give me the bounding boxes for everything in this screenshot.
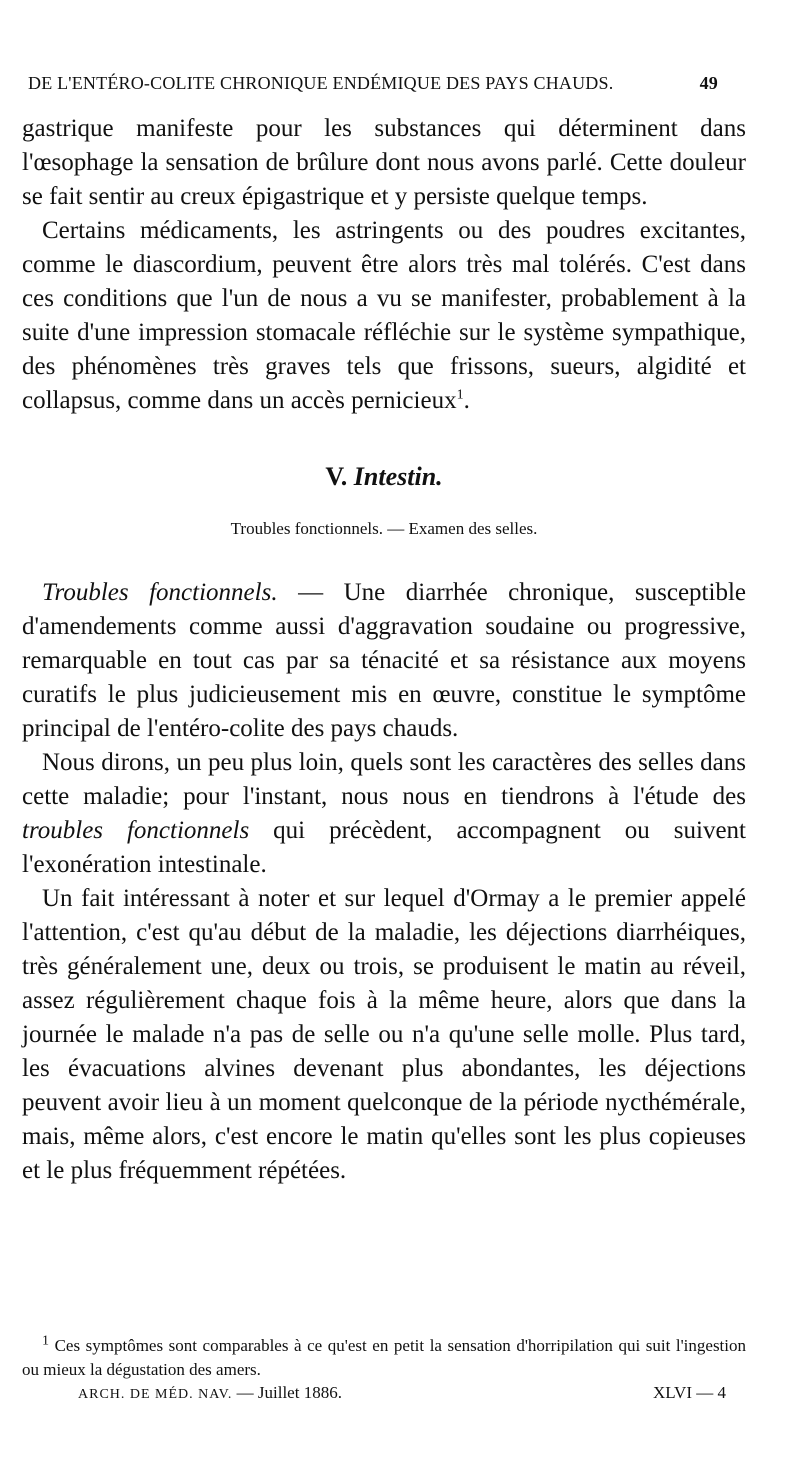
footnote-body: Ces symptômes sont comparables à ce qu'est en petit la sensation d'horripilation qui suit l'ingestion ou mieux la dégustation des amers. (22, 1336, 747, 1379)
page-number: 49 (699, 73, 718, 93)
running-title: DE L'ENTÉRO-COLITE CHRONIQUE ENDÉMIQUE DES PAYS CHAUDS. (28, 73, 614, 93)
paragraph-5: Un fait intéressant à noter et sur lequel d'Ormay a le premier appelé l'attention, c'est qu'au début de la maladie, les déjections diarrhéiques, très généralement une, deux ou trois, se produisent le matin au réveil, assez régulièrement chaque fois à la même heure, alors que dans la journée le malade n'a pas de selle ou n'a qu'une selle molle. Plus tard, les évacuations alvines devenant plus abondantes, les déjections peuvent avoir lieu à un moment quelconque de la période nycthémérale, mais, même alors, c'est encore le matin qu'elles sont les plus copieuses et le plus fréquemment répétées. (22, 885, 746, 1184)
section-heading (22, 460, 746, 494)
running-header (28, 73, 718, 97)
footnote-marker: 1 (42, 1333, 49, 1349)
paragraph-4 (22, 746, 746, 882)
paragraph-1: gastrique manifeste pour les substances qui déterminent dans l'œsophage la sensation de brûlure dont nous avons parlé. Cette douleur se fait sentir au creux épigastrique et y persiste quelque temps. (22, 115, 746, 210)
page-footer (78, 1381, 726, 1407)
footnote-reference[interactable]: 1 (456, 387, 464, 403)
journal-imprint (78, 1381, 342, 1407)
paragraph-4-emphasis: troubles fonctionnels (22, 817, 250, 844)
footnote (22, 1334, 746, 1382)
paragraph-3 (22, 576, 746, 746)
footnote-text (22, 1334, 746, 1382)
issue-date: Juillet 1886. (257, 1383, 342, 1402)
paragraph-2-end: . (463, 387, 470, 414)
footer-separator: — (236, 1383, 254, 1402)
section-number: V. (325, 462, 348, 491)
paragraph-2 (22, 214, 746, 418)
printer-signature: XLVI — 4 (652, 1383, 726, 1402)
paragraph-3-lead: Troubles fonctionnels. (42, 579, 278, 606)
section-title: Intestin. (353, 462, 443, 491)
paragraph-3-text: — Une diarrhée chronique, susceptible d'amendements comme aussi d'aggravation soudaine ou progressive, remarquable en tout cas par sa ténacité et sa résistance aux moyens curatifs le plus judicieusement mis en œuvre, constitue le symptôme principal de l'entéro-colite des pays chauds. (22, 579, 746, 742)
journal-name: ARCH. DE MÉD. NAV. (78, 1387, 233, 1402)
paragraph-4-text-a: Nous dirons, un peu plus loin, quels sont les caractères des selles dans cette maladie; pour l'instant, nous nous en tiendrons à l'étude des (22, 749, 746, 810)
paragraph-4-text-b: qui précèdent, accompagnent ou suivent l'exonération intestinale. (22, 817, 746, 878)
section-subheading: Troubles fonctionnels. — Examen des selles. (230, 519, 538, 538)
paragraph-2-text: Certains médicaments, les astringents ou des poudres excitantes, comme le diascordium, peuvent être alors très mal tolérés. C'est dans ces conditions que l'un de nous a vu se manifester, probablement à la suite d'une impression stomacale réfléchie sur le système sympathique, des phénomènes très graves tels que frissons, sueurs, algidité et collapsus, comme dans un accès pernicieux (22, 217, 746, 414)
main-text (22, 112, 746, 1188)
